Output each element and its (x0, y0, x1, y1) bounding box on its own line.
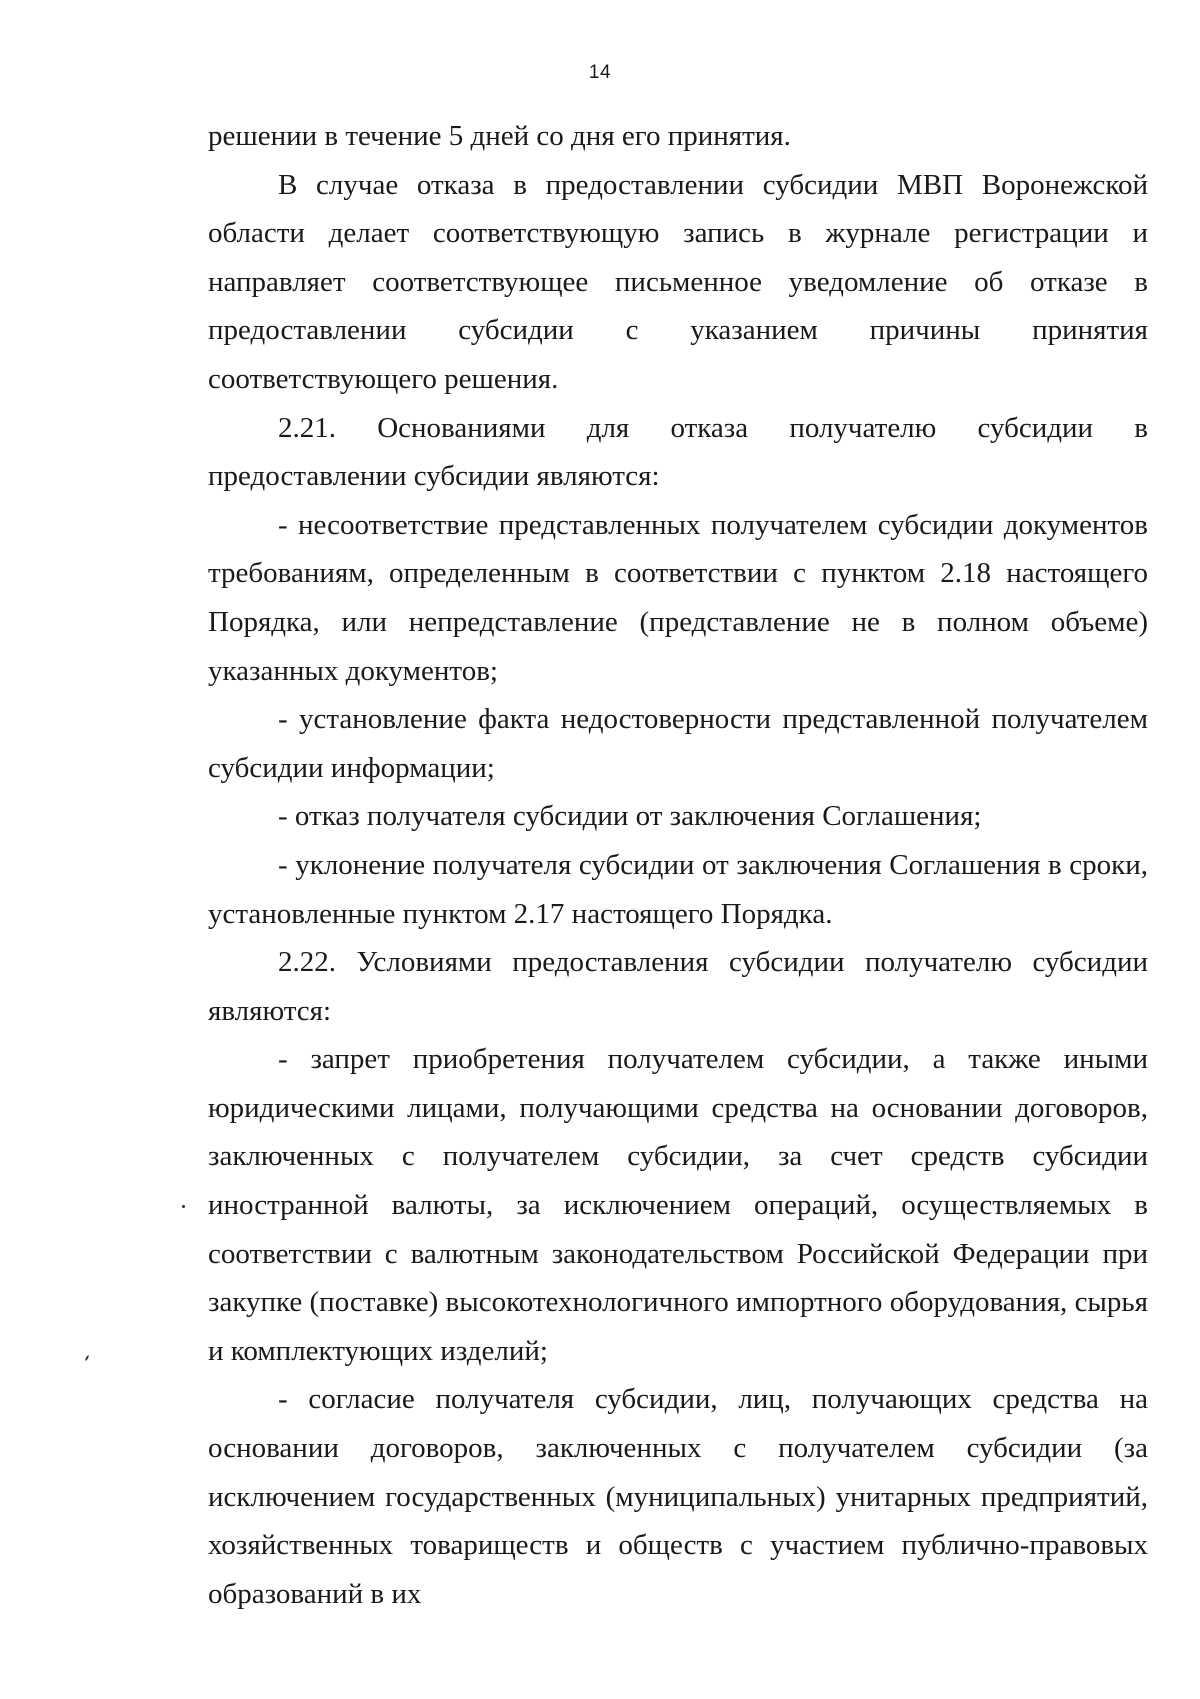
list-item: - уклонение получателя субсидии от заключения Соглашения в сроки, установленные пунктом 2.17 настоящего Порядка. (208, 848, 1148, 930)
list-item: - установление факта недостоверности представленной получателем субсидии информации; (208, 703, 1148, 784)
list-item: - запрет приобретения получателем субсидии, а также иными юридическими лицами, получающими средства на основании договоров, заключенных с получателем субсидии, за счет средств субсидии иностранной валюты, за исключением операций, осуществляемых в соответствии с валютным законодательством Российской Федерации при закупке (поставке) высокотехнологичного импортного оборудования, сырья и комплектующих изделий; (208, 1043, 1148, 1367)
paragraph: решении в течение 5 дней со дня его принятия. (208, 120, 791, 152)
document-body (208, 112, 1148, 1618)
page-number: 14 (588, 62, 612, 83)
scan-artifact (85, 1355, 90, 1361)
scan-artifact (182, 1205, 185, 1208)
paragraph: 2.22. Условиями предоставления субсидии получателю субсидии являются: (208, 946, 1148, 1027)
list-item: - согласие получателя субсидии, лиц, получающих средства на основании договоров, заключенных с получателем субсидии (за исключением государственных (муниципальных) унитарных предприятий, хозяйственных товариществ и обществ с участием публично-правовых образований в их (208, 1383, 1148, 1610)
list-item: - несоответствие представленных получателем субсидии документов требованиям, определенным в соответствии с пунктом 2.18 настоящего Порядка, или непредставление (представление не в полном объеме) указанных документов; (208, 508, 1148, 687)
paragraph: 2.21. Основаниями для отказа получателю субсидии в предоставлении субсидии являются: (208, 411, 1148, 493)
list-item: - отказ получателя субсидии от заключения Соглашения; (278, 800, 982, 833)
paragraph: В случае отказа в предоставлении субсидии МВП Воронежской области делает соответствующую запись в журнале регистрации и направляет соответствующее письменное уведомление об отказе в предоставлении субсидии с указанием причины принятия соответствующего решения. (208, 168, 1148, 395)
